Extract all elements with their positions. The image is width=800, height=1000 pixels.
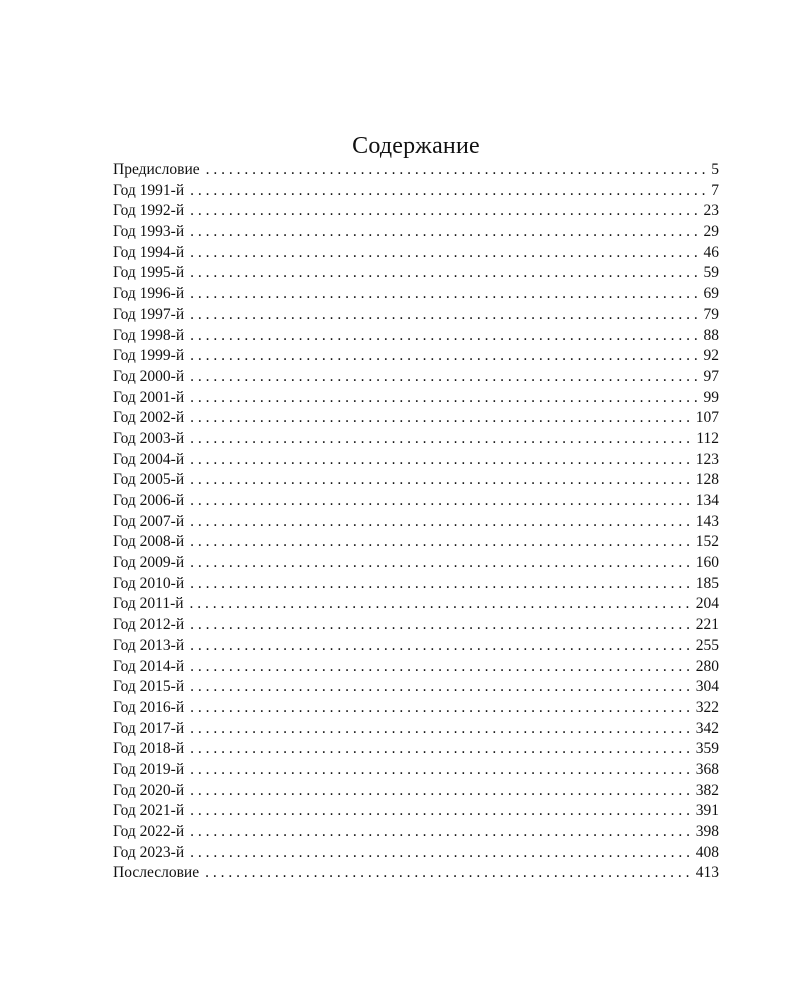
- toc-dot-leader: [190, 532, 691, 553]
- toc-dot-leader: [190, 822, 691, 843]
- toc-dot-leader: [190, 677, 691, 698]
- toc-dot-leader: [190, 450, 691, 471]
- toc-entry-title: Год 2010-й: [113, 574, 185, 592]
- toc-entry-title: Год 2020-й: [113, 781, 185, 799]
- toc-page-number: 59: [703, 264, 719, 282]
- toc-page-number: 359: [695, 740, 719, 758]
- toc-page-number: 7: [711, 181, 719, 199]
- toc-page-number: 112: [696, 429, 719, 447]
- toc-page-number: 5: [711, 161, 719, 178]
- toc-entry-title: Год 2014-й: [113, 657, 185, 675]
- toc-entry: [113, 367, 719, 388]
- toc-dot-leader: [190, 470, 691, 491]
- toc-entry-title: Год 2000-й: [113, 367, 185, 385]
- toc-page-number: 97: [703, 367, 719, 385]
- table-of-contents: [113, 160, 719, 884]
- toc-entry-title: Год 2002-й: [113, 409, 185, 427]
- toc-entry: [113, 512, 719, 533]
- toc-entry-title: Год 1993-й: [113, 223, 185, 241]
- toc-entry-title: Год 2015-й: [113, 678, 185, 696]
- toc-entry-title: Год 2012-й: [113, 616, 185, 634]
- toc-dot-leader: [190, 719, 691, 740]
- toc-dot-leader: [190, 263, 698, 284]
- toc-dot-leader: [190, 739, 691, 760]
- toc-entry-title: Год 2016-й: [113, 698, 185, 716]
- toc-entry: [113, 863, 719, 884]
- toc-dot-leader: [190, 326, 698, 347]
- toc-dot-leader: [190, 636, 691, 657]
- toc-entry-title: Год 2008-й: [113, 533, 185, 551]
- toc-page-number: 134: [695, 492, 719, 509]
- toc-entry-title: Год 1995-й: [113, 264, 185, 282]
- toc-page-number: 128: [695, 471, 719, 489]
- toc-entry-title: Год 1994-й: [113, 243, 185, 261]
- toc-entry: [113, 636, 719, 657]
- toc-entry: [113, 326, 719, 347]
- toc-entry-title: Год 2004-й: [113, 450, 185, 468]
- toc-page-number: 342: [695, 719, 719, 737]
- toc-page-number: 255: [695, 636, 719, 654]
- toc-page-number: 143: [695, 512, 719, 530]
- toc-page-number: 160: [695, 554, 719, 572]
- toc-entry: [113, 305, 719, 326]
- toc-page-number: 408: [695, 843, 719, 861]
- toc-page-number: 398: [695, 823, 719, 840]
- toc-entry: [113, 801, 719, 822]
- toc-entry-title: Год 2003-й: [113, 429, 185, 447]
- toc-dot-leader: [190, 781, 691, 802]
- toc-entry: [113, 243, 719, 264]
- toc-page-number: 88: [703, 326, 719, 344]
- toc-page-number: 280: [695, 657, 719, 675]
- toc-dot-leader: [190, 346, 698, 367]
- toc-entry-title: Год 2023-й: [113, 843, 185, 861]
- toc-dot-leader: [190, 615, 691, 636]
- toc-page-number: 391: [695, 802, 719, 820]
- toc-entry: [113, 760, 719, 781]
- toc-entry: [113, 739, 719, 760]
- toc-entry: [113, 553, 719, 574]
- toc-entry-title: Год 2001-й: [113, 388, 185, 406]
- toc-entry: [113, 346, 719, 367]
- toc-entry-title: Год 2011-й: [113, 595, 184, 613]
- toc-entry-title: Послесловие: [113, 864, 200, 882]
- toc-entry-title: Предисловие: [113, 161, 200, 178]
- toc-entry: [113, 698, 719, 719]
- toc-entry: [113, 408, 719, 429]
- toc-entry: [113, 160, 719, 181]
- toc-dot-leader: [190, 222, 698, 243]
- toc-entry-title: Год 1999-й: [113, 347, 185, 365]
- toc-dot-leader: [190, 388, 698, 409]
- toc-entry-title: Год 1992-й: [113, 202, 185, 220]
- toc-entry-title: Год 2009-й: [113, 554, 185, 572]
- toc-entry: [113, 822, 719, 843]
- toc-page-number: 69: [703, 285, 719, 303]
- toc-dot-leader: [190, 760, 691, 781]
- toc-entry: [113, 470, 719, 491]
- toc-page-number: 99: [703, 388, 719, 406]
- toc-dot-leader: [190, 491, 691, 512]
- toc-dot-leader: [205, 863, 691, 884]
- toc-entry-title: Год 2005-й: [113, 471, 185, 489]
- toc-entry: [113, 284, 719, 305]
- toc-entry-title: Год 2022-й: [113, 823, 185, 840]
- toc-dot-leader: [190, 243, 698, 264]
- toc-entry: [113, 532, 719, 553]
- toc-entry: [113, 388, 719, 409]
- toc-entry: [113, 843, 719, 864]
- toc-page-number: 79: [703, 305, 719, 323]
- toc-entry: [113, 450, 719, 471]
- toc-page-number: 107: [695, 409, 719, 427]
- toc-page-number: 152: [695, 533, 719, 551]
- toc-dot-leader: [190, 594, 691, 615]
- toc-dot-leader: [190, 553, 691, 574]
- toc-entry: [113, 657, 719, 678]
- toc-entry-title: Год 2021-й: [113, 802, 185, 820]
- toc-dot-leader: [190, 843, 691, 864]
- toc-entry-title: Год 2018-й: [113, 740, 185, 758]
- toc-dot-leader: [190, 429, 691, 450]
- toc-entry: [113, 222, 719, 243]
- toc-entry: [113, 719, 719, 740]
- toc-page-number: 382: [695, 781, 719, 799]
- toc-dot-leader: [190, 408, 691, 429]
- toc-page-number: 413: [695, 864, 719, 882]
- toc-dot-leader: [190, 284, 698, 305]
- toc-entry-title: Год 1991-й: [113, 181, 185, 199]
- toc-dot-leader: [190, 657, 691, 678]
- toc-page-number: 221: [695, 616, 719, 634]
- toc-entry-title: Год 1996-й: [113, 285, 185, 303]
- toc-entry-title: Год 2017-й: [113, 719, 185, 737]
- toc-entry-title: Год 2019-й: [113, 760, 185, 778]
- toc-entry-title: Год 2006-й: [113, 492, 185, 509]
- page-title: Содержание: [352, 133, 480, 160]
- toc-dot-leader: [190, 512, 691, 533]
- toc-entry: [113, 594, 719, 615]
- toc-page-number: 123: [695, 450, 719, 468]
- toc-dot-leader: [190, 305, 698, 326]
- toc-dot-leader: [190, 367, 698, 388]
- toc-dot-leader: [190, 698, 691, 719]
- toc-entry: [113, 781, 719, 802]
- toc-entry-title: Год 2013-й: [113, 636, 185, 654]
- toc-entry: [113, 181, 719, 202]
- toc-entry-title: Год 2007-й: [113, 512, 185, 530]
- toc-page-number: 368: [695, 760, 719, 778]
- toc-dot-leader: [206, 160, 707, 181]
- toc-entry: [113, 201, 719, 222]
- toc-page-number: 46: [703, 243, 719, 261]
- toc-page-number: 185: [695, 574, 719, 592]
- toc-entry: [113, 574, 719, 595]
- toc-dot-leader: [190, 201, 698, 222]
- toc-entry: [113, 263, 719, 284]
- toc-entry: [113, 677, 719, 698]
- toc-entry: [113, 615, 719, 636]
- toc-dot-leader: [190, 181, 706, 202]
- toc-entry-title: Год 1997-й: [113, 305, 185, 323]
- toc-page-number: 204: [695, 595, 719, 613]
- toc-entry: [113, 491, 719, 512]
- toc-dot-leader: [190, 574, 691, 595]
- toc-entry-title: Год 1998-й: [113, 326, 185, 344]
- toc-page-number: 23: [703, 202, 719, 220]
- toc-page-number: 92: [703, 347, 719, 365]
- toc-page-number: 29: [703, 223, 719, 241]
- toc-dot-leader: [190, 801, 691, 822]
- toc-page-number: 304: [695, 678, 719, 696]
- toc-page-number: 322: [695, 698, 719, 716]
- toc-entry: [113, 429, 719, 450]
